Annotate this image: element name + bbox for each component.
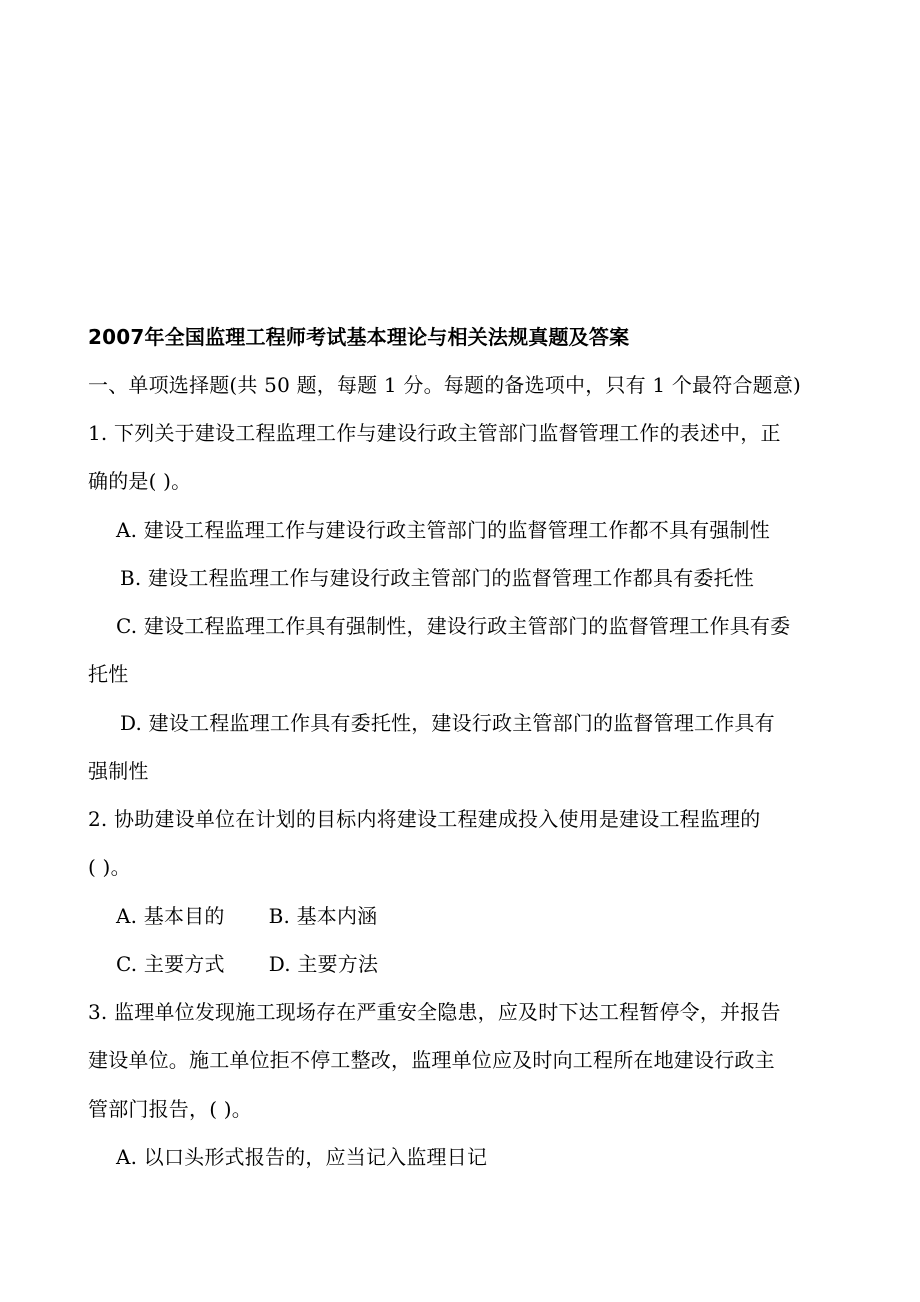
question-2-options-cd [116,950,378,978]
document-title: 2007年全国监理工程师考试基本理论与相关法规真题及答案 [88,325,630,349]
question-3-stem-cont-2: 管部门报告，( )。 [88,1097,252,1121]
question-2-options-ab [116,902,377,930]
question-3-option-a: A. 以口头形式报告的，应当记入监理日记 [116,1145,488,1169]
question-2-option-b: B. 基本内涵 [268,904,378,928]
question-3-stem: 3. 监理单位发现施工现场存在严重安全隐患，应及时下达工程暂停令，并报告 [88,1000,781,1024]
question-1-option-a: A. 建设工程监理工作与建设行政主管部门的监督管理工作都不具有强制性 [116,518,770,542]
section-heading: 一、单项选择题(共 50 题，每题 1 分。每题的备选项中，只有 1 个最符合题意) [88,373,802,397]
question-1-option-d-cont: 强制性 [88,759,149,783]
question-2-option-d: D. 主要方法 [268,952,379,976]
question-2-stem: 2. 协助建设单位在计划的目标内将建设工程建成投入使用是建设工程监理的 [88,807,761,831]
question-1-option-b: B. 建设工程监理工作与建设行政主管部门的监督管理工作都具有委托性 [120,566,755,590]
question-2-stem-cont: ( )。 [88,855,131,879]
question-2-option-c: C. 主要方式 [116,952,225,976]
question-1-option-c: C. 建设工程监理工作具有强制性，建设行政主管部门的监督管理工作具有委 [116,614,791,638]
question-1-option-c-cont: 托性 [88,662,129,686]
question-1-stem: 1. 下列关于建设工程监理工作与建设行政主管部门监督管理工作的表述中，正 [88,421,781,445]
question-3-stem-cont-1: 建设单位。施工单位拒不停工整改，监理单位应及时向工程所在地建设行政主 [88,1048,775,1072]
question-1-option-d: D. 建设工程监理工作具有委托性，建设行政主管部门的监督管理工作具有 [120,711,775,735]
question-1-stem-cont: 确的是( )。 [88,469,192,493]
question-2-option-a: A. 基本目的 [116,904,225,928]
